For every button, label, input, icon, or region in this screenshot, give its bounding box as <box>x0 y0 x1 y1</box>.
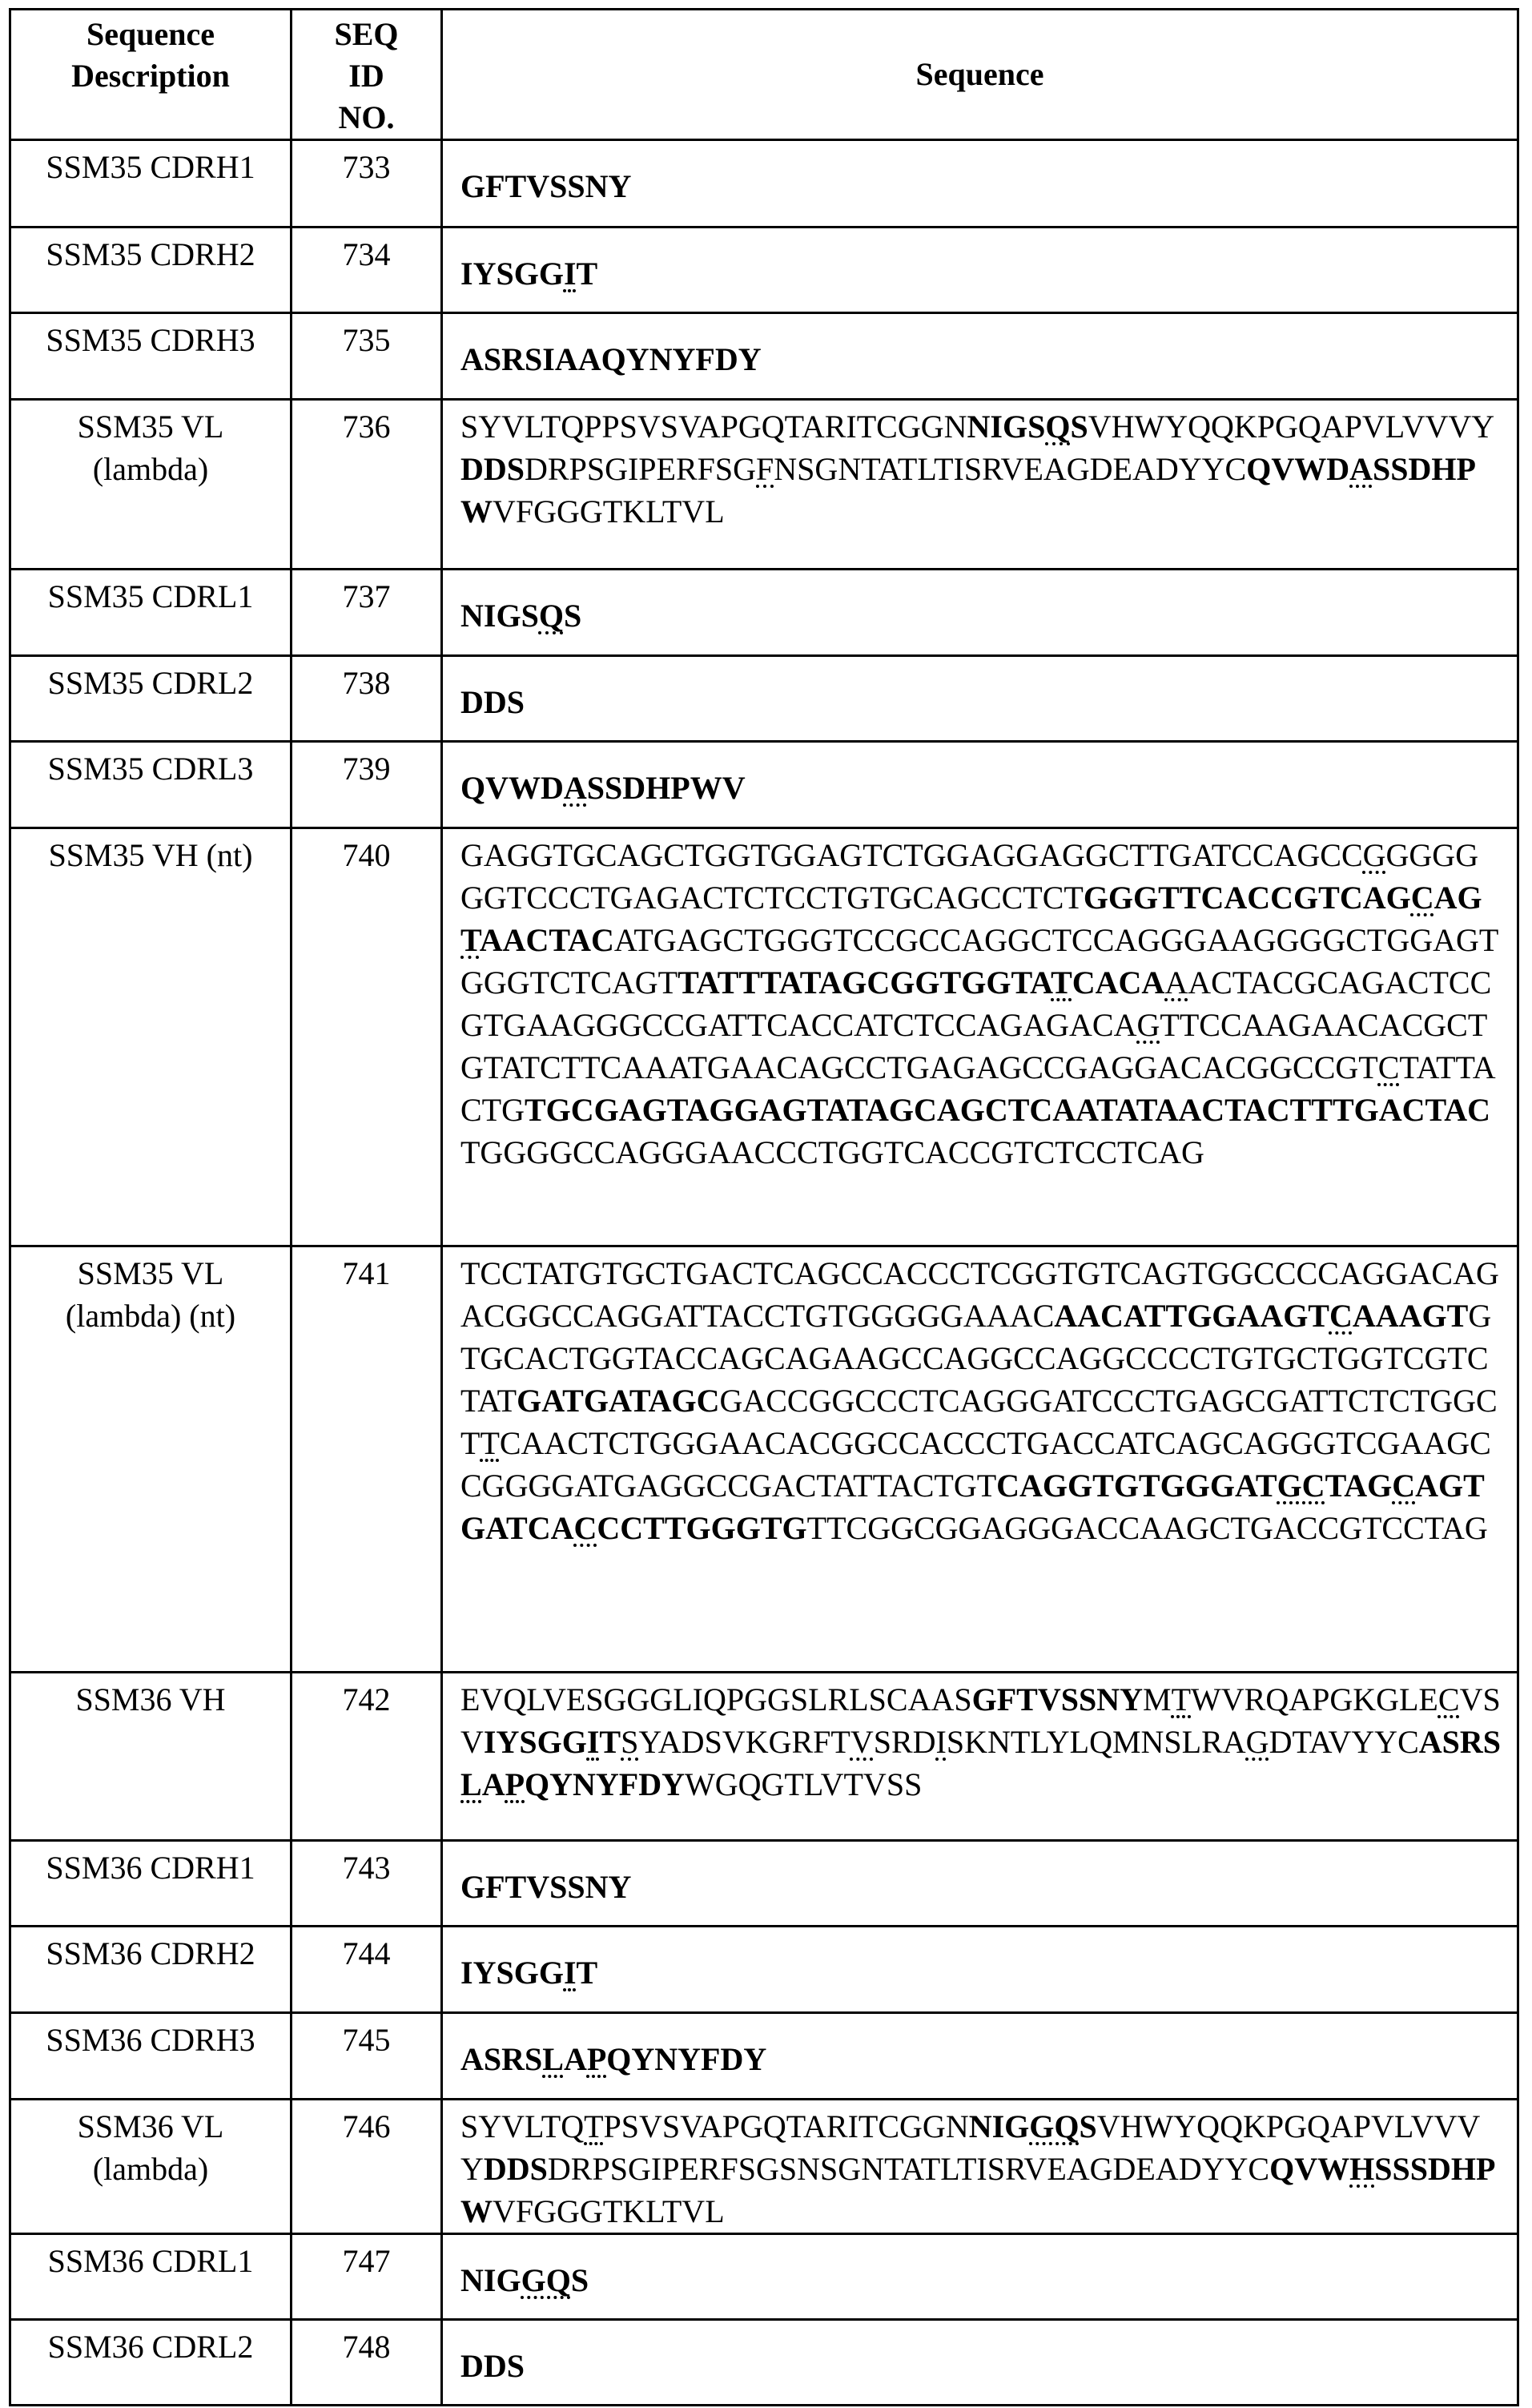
sequence-segment: CAACTCTGGGAACACGGCCACCCTGACCATCAGCAGGGTCGAAGCCGGGGATGAGGCCGACTATTACTGT <box>460 1425 1491 1504</box>
sequence-cell <box>442 742 1518 828</box>
sequence-cell <box>442 656 1518 742</box>
underlined-residue: C <box>1329 1298 1353 1334</box>
cdr-segment: AAAGT <box>1353 1298 1468 1334</box>
cdr-segment: GFTVSSNY <box>972 1681 1143 1717</box>
table-row <box>10 228 1518 313</box>
cdr-segment: IYSGG <box>484 1724 587 1760</box>
sequence-segment: VFGGGTKLTVL <box>493 493 725 530</box>
underlined-residue: L <box>542 2041 564 2077</box>
table-row <box>10 2320 1518 2406</box>
cdr-segment: QYNYFDY <box>525 1766 685 1802</box>
seq-id-number: 734 <box>292 228 442 313</box>
underlined-residue: T <box>584 2108 603 2144</box>
underlined-residue: G <box>1363 837 1386 873</box>
sequence-segment: ATGAGCTGGGTCCGCCAGGCTCCAGGGAAGGGGCTGGAGTGGGTCTCAGT <box>460 922 1498 1001</box>
table-row <box>10 570 1518 656</box>
sequence-segment: VHWYQQKPGQAPVLVVVY <box>460 2108 1480 2187</box>
cdr-segment: IYSGG <box>460 1955 564 1991</box>
sequence-table <box>9 8 1519 2406</box>
seq-id-number: 737 <box>292 570 442 656</box>
table-body <box>10 140 1518 2406</box>
cdr-segment: AACTAC <box>480 922 614 958</box>
table-row <box>10 1673 1518 1841</box>
underlined-residue: Q <box>539 598 564 634</box>
cdr-segment: T <box>599 1724 621 1760</box>
cdr-segment: AG <box>1434 880 1482 916</box>
sequence-segment: TTCGGCGGAGGGACCAAGCTGACCGTCCTAG <box>807 1510 1488 1546</box>
sequence-segment: TCCTATGTGCTGACTCAGCCACCCTCGGTGTCAGTGGCCCCAGGACAGACGGCCAGGATTACCTGTGGGGGAAAC <box>460 1255 1499 1334</box>
cdr-segment: SSDHPWV <box>587 770 746 806</box>
cdr-segment: QVWD <box>1246 451 1349 487</box>
underlined-residue: A <box>564 770 587 806</box>
sequence-segment: GGGGGGTCCCTGAGACTCTCCTGTGCAGCCTCT <box>460 837 1478 916</box>
sequence-cell <box>442 1841 1518 1927</box>
cdr-segment: TGCGAGTAGGAGTATAGCAGCTCAATATAACTACTTTGACTAC <box>525 1092 1490 1128</box>
sequence-segment: TTCCAAGAACACGCTGTATCTTCAAATGAACAGCCTGAGAGCCGAGGACACGGCCGT <box>460 1007 1487 1085</box>
cdr-segment: A <box>564 2041 587 2077</box>
underlined-residue: G <box>1137 1007 1160 1043</box>
table-row <box>10 1246 1518 1673</box>
table-row <box>10 828 1518 1246</box>
seq-id-number: 736 <box>292 400 442 570</box>
cdr-segment: NIG <box>969 2108 1030 2144</box>
seq-id-number: 741 <box>292 1246 442 1673</box>
seq-id-number: 748 <box>292 2320 442 2406</box>
cdr-segment: GFTVSSNY <box>460 168 631 204</box>
cdr-segment: CACA <box>1072 964 1165 1001</box>
sequence-segment: SYVLTQPPSVSVAPGQTARITCGGN <box>460 409 967 445</box>
cdr-segment: S <box>1080 2108 1097 2144</box>
cdr-segment: NIGS <box>967 409 1046 445</box>
underlined-residue: I <box>564 256 577 292</box>
seq-id-number: 740 <box>292 828 442 1246</box>
cdr-segment: AACATTGGAAGT <box>1054 1298 1329 1334</box>
seq-id-number: 739 <box>292 742 442 828</box>
header-description: Sequence Description <box>10 10 292 140</box>
cdr-segment: SSSDHPW <box>460 2151 1495 2229</box>
sequence-segment: TATTACTG <box>460 1049 1496 1128</box>
sequence-segment: NSGNTATLTISRVEAGDEADYYC <box>774 451 1246 487</box>
underlined-residue: A <box>1349 451 1373 487</box>
seq-id-number: 733 <box>292 140 442 228</box>
sequence-segment: GACCGGCCCTCAGGGATCCCTGAGCGATTCTCTGGCT <box>460 1383 1498 1461</box>
underlined-residue: C <box>1411 880 1434 916</box>
underlined-residue: C <box>1438 1681 1460 1717</box>
cdr-segment: TATTTATAGCGGTGGTA <box>678 964 1051 1001</box>
sequence-description: SSM35 VH (nt) <box>10 828 292 1246</box>
cdr-segment: QVW <box>1269 2151 1349 2187</box>
sequence-cell <box>442 2320 1518 2406</box>
table-row <box>10 1841 1518 1927</box>
cdr-segment: A <box>482 1766 505 1802</box>
underlined-residue: T <box>460 922 480 958</box>
seq-id-number: 735 <box>292 313 442 400</box>
sequence-description: SSM35 CDRH3 <box>10 313 292 400</box>
cdr-segment: QYNYFDY <box>606 2041 766 2077</box>
cdr-segment: TAG <box>1325 1468 1393 1504</box>
cdr-segment: NIGS <box>460 598 539 634</box>
underlined-residue: I <box>936 1724 947 1760</box>
underlined-residue: C <box>1378 1049 1400 1085</box>
table-row <box>10 2013 1518 2100</box>
sequence-cell <box>442 140 1518 228</box>
cdr-segment: IYSGG <box>460 256 564 292</box>
underlined-residue: C <box>573 1510 597 1546</box>
sequence-description: SSM35 VL (lambda) <box>10 400 292 570</box>
sequence-description: SSM35 CDRH1 <box>10 140 292 228</box>
underlined-residue: V <box>850 1724 874 1760</box>
underlined-residue: GQ <box>521 2262 571 2298</box>
sequence-segment: WVRQAPGKGLE <box>1191 1681 1438 1717</box>
table-row <box>10 1927 1518 2013</box>
sequence-cell <box>442 1927 1518 2013</box>
underlined-residue: I <box>564 1955 577 1991</box>
sequence-description: SSM36 CDRH3 <box>10 2013 292 2100</box>
seq-id-number: 742 <box>292 1673 442 1841</box>
table-row <box>10 313 1518 400</box>
underlined-residue: GC <box>1277 1468 1325 1504</box>
sequence-description: SSM36 CDRH1 <box>10 1841 292 1927</box>
cdr-segment: S <box>1070 409 1088 445</box>
sequence-segment: DTAVYYC <box>1269 1724 1419 1760</box>
sequence-cell <box>442 2100 1518 2234</box>
underlined-residue: P <box>505 1766 525 1802</box>
sequence-segment: DRPSGIPERFSGSNSGNTATLTISRVEAGDEADYYC <box>548 2151 1269 2187</box>
sequence-description: SSM36 CDRL2 <box>10 2320 292 2406</box>
cdr-segment: AGTGATCA <box>460 1468 1485 1546</box>
sequence-segment: SRD <box>874 1724 936 1760</box>
sequence-description: SSM36 VL (lambda) <box>10 2100 292 2234</box>
table-row <box>10 656 1518 742</box>
sequence-description: SSM36 CDRL1 <box>10 2234 292 2320</box>
sequence-segment: VHWYQQKPGQAPVLVVVY <box>1088 409 1494 445</box>
sequence-segment: PSVSVAPGQTARITCGGN <box>604 2108 969 2144</box>
cdr-segment: NIG <box>460 2262 521 2298</box>
underlined-residue: Q <box>1045 409 1070 445</box>
table-row <box>10 2100 1518 2234</box>
seq-id-number: 745 <box>292 2013 442 2100</box>
sequence-segment: M <box>1143 1681 1172 1717</box>
cdr-segment: DDS <box>460 451 525 487</box>
sequence-description: SSM35 CDRL3 <box>10 742 292 828</box>
sequence-description: SSM36 VH <box>10 1673 292 1841</box>
sequence-segment: GTGCACTGGTACCAGCAGAAGCCAGGCCAGGCCCCTGTGCTGGTCGTCTAT <box>460 1298 1491 1419</box>
seq-id-number: 738 <box>292 656 442 742</box>
underlined-residue: I <box>587 1724 600 1760</box>
sequence-cell <box>442 2013 1518 2100</box>
sequence-cell <box>442 400 1518 570</box>
sequence-segment: VFGGGTKLTVL <box>493 2193 725 2229</box>
sequence-segment: DRPSGIPERFSG <box>525 451 756 487</box>
underlined-residue: S <box>621 1724 638 1760</box>
seq-id-number: 743 <box>292 1841 442 1927</box>
sequence-segment: WGQGTLVTVSS <box>685 1766 922 1802</box>
header-row <box>10 10 1518 140</box>
sequence-segment: TGGGGCCAGGGAACCCTGGTCACCGTCTCCTCAG <box>460 1134 1204 1170</box>
header-seq-id: SEQ ID NO. <box>292 10 442 140</box>
sequence-segment: VSV <box>460 1681 1501 1760</box>
cdr-segment: GFTVSSNY <box>460 1869 631 1905</box>
sequence-cell <box>442 1673 1518 1841</box>
sequence-segment: GAGGTGCAGCTGGTGGAGTCTGGAGGAGGCTTGATCCAGCC <box>460 837 1363 873</box>
table-row <box>10 742 1518 828</box>
cdr-segment: GATGATAGC <box>517 1383 719 1419</box>
header-sequence: Sequence <box>442 10 1518 140</box>
seq-id-number: 744 <box>292 1927 442 2013</box>
sequence-cell <box>442 228 1518 313</box>
sequence-segment: YADSVKGRFT <box>638 1724 850 1760</box>
cdr-segment: DDS <box>484 2151 548 2187</box>
sequence-description: SSM35 CDRH2 <box>10 228 292 313</box>
cdr-segment: ASRS <box>460 2041 542 2077</box>
seq-id-number: 747 <box>292 2234 442 2320</box>
underlined-residue: GQ <box>1029 2108 1079 2144</box>
cdr-segment: T <box>577 256 598 292</box>
underlined-residue: A <box>1164 964 1188 1001</box>
table-row <box>10 140 1518 228</box>
cdr-segment: SSDHPW <box>460 451 1476 530</box>
cdr-segment: S <box>564 598 581 634</box>
sequence-description: SSM36 CDRH2 <box>10 1927 292 2013</box>
cdr-segment: DDS <box>460 684 525 720</box>
cdr-segment: ASRS <box>1419 1724 1501 1760</box>
cdr-segment: T <box>577 1955 598 1991</box>
sequence-cell <box>442 1246 1518 1673</box>
underlined-residue: T <box>480 1425 499 1461</box>
underlined-residue: P <box>587 2041 606 2077</box>
sequence-segment: ACTACGCAGACTCCGTGAAGGGCCGATTCACCATCTCCAGAGACA <box>460 964 1491 1043</box>
table-row <box>10 400 1518 570</box>
sequence-description: SSM35 VL (lambda) (nt) <box>10 1246 292 1673</box>
cdr-segment: QVWD <box>460 770 564 806</box>
cdr-segment: ASRSIAAQYNYFDY <box>460 341 762 377</box>
underlined-residue: L <box>460 1766 482 1802</box>
sequence-cell <box>442 313 1518 400</box>
cdr-segment: S <box>571 2262 589 2298</box>
cdr-segment: CCTTGGGTG <box>597 1510 806 1546</box>
cdr-segment: GGGTTCACCGTCAG <box>1084 880 1411 916</box>
underlined-residue: T <box>1051 964 1072 1001</box>
sequence-segment: SYVLTQ <box>460 2108 584 2144</box>
sequence-segment: SKNTLYLQMNSLRA <box>947 1724 1246 1760</box>
underlined-residue: F <box>756 451 774 487</box>
seq-id-number: 746 <box>292 2100 442 2234</box>
underlined-residue: H <box>1349 2151 1374 2187</box>
table-row <box>10 2234 1518 2320</box>
sequence-cell <box>442 828 1518 1246</box>
cdr-segment: DDS <box>460 2348 525 2384</box>
underlined-residue: C <box>1392 1468 1415 1504</box>
sequence-cell <box>442 2234 1518 2320</box>
sequence-cell <box>442 570 1518 656</box>
cdr-segment: CAGGTGTGGGAT <box>996 1468 1277 1504</box>
underlined-residue: G <box>1246 1724 1269 1760</box>
sequence-description: SSM35 CDRL1 <box>10 570 292 656</box>
sequence-description: SSM35 CDRL2 <box>10 656 292 742</box>
underlined-residue: T <box>1172 1681 1191 1717</box>
sequence-segment: EVQLVESGGGLIQPGGSLRLSCAAS <box>460 1681 972 1717</box>
